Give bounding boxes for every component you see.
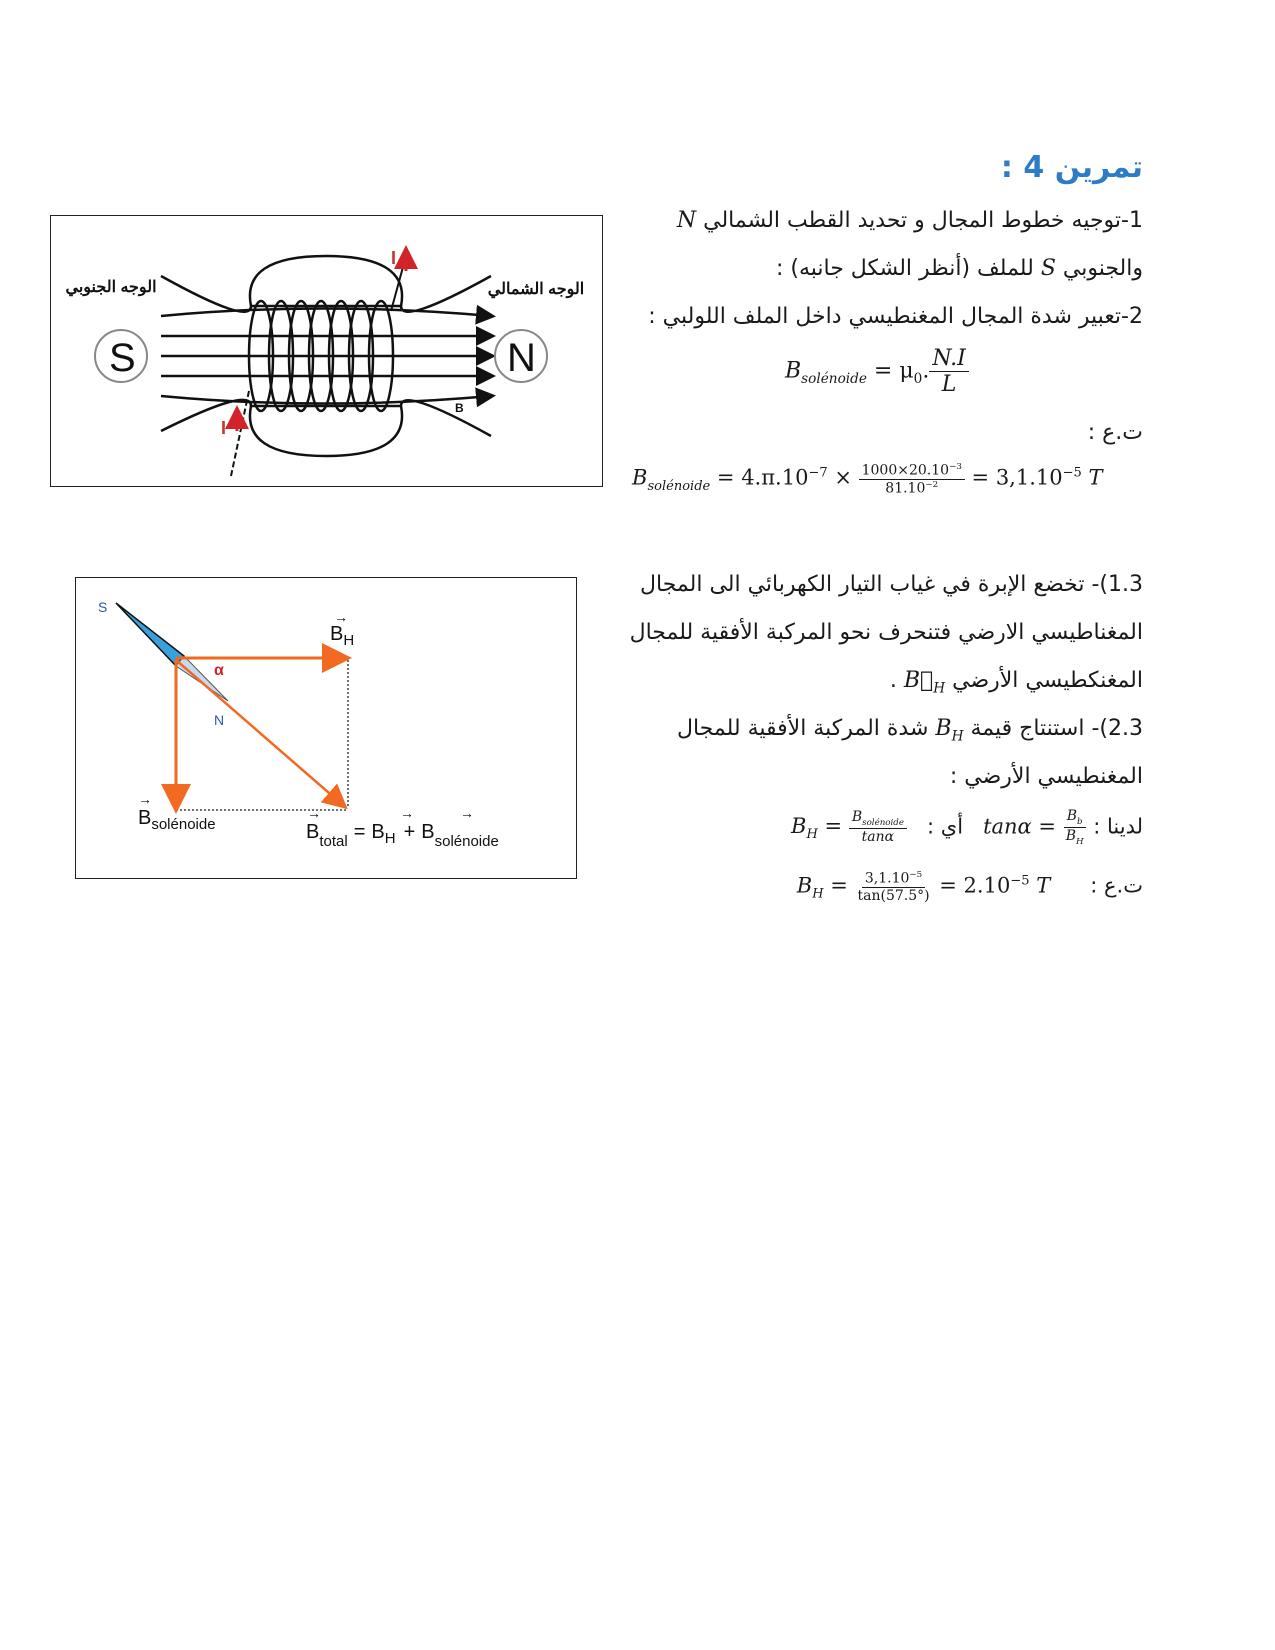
vector-figure (75, 577, 577, 879)
needle-n-label: N (214, 712, 225, 728)
north-face-label: الوجه الشمالي (487, 281, 585, 298)
vector-sum (306, 805, 499, 850)
field-label: B (455, 401, 464, 415)
part3-line1: 1.3)- تخضع الإبرة في غياب التيار الكهربائي الى المجال (640, 572, 1143, 597)
svg-text:→: → (307, 805, 321, 821)
alpha-label: α (214, 662, 224, 679)
part3-tan-line: لدينا : tanα = $\frac{B_b}{B_H}$ أي : $B_H$ = $\frac{B_{solénoide}}{\tan\alpha}$ (791, 808, 1143, 847)
svg-text:Btotal=BH+Bsolénoide: $B_{total} = B_H + B_{solénoide}$ (306, 821, 499, 850)
needle-s-label: S (98, 599, 108, 615)
part3-line4: 2.3)- استنتاج قيمة $B_H$ شدة المركبة الأفقية للمجال (676, 716, 1143, 745)
south-face-label: الوجه الجنوبي (65, 279, 157, 296)
vector-btotal (176, 660, 344, 806)
part1-line2: والجنوبي S للملف (أنظر الشكل جانبه) : (775, 256, 1143, 281)
solenoid-formula: $B_{solénoide} = \mu_0$. $\frac{N.I}{L}$ (785, 346, 969, 397)
vector-diagram (76, 578, 576, 878)
part3-app-line: ت.ع : $B_H$ = $\frac{3,1.10^{-5}}{\tan(57.5^\circ)}$ = $2.10^{-5}$ T (796, 870, 1143, 904)
part2-line: 2-تعبير شدة المجال المغنطيسي داخل الملف اللولبي : (648, 304, 1143, 329)
part1-line1: 1-توجيه خطوط المجال و تحديد القطب الشمالي N (676, 208, 1143, 233)
svg-text:→: → (460, 805, 474, 821)
part2-app-label: ت.ع : (1087, 420, 1143, 445)
bsol-label: $B_{solénoide}$ (138, 807, 216, 833)
solenoid-figure (50, 215, 603, 487)
solenoid-diagram (51, 216, 602, 486)
solenoid-application: $B_{solénoide} = 4.\pi.10^{-7}$ × $\frac{1000\times 20.10^{-3}}{81.10^{-2}}$ = $3,1.10^{-5}$ T (632, 462, 1103, 497)
needle-south (116, 603, 184, 666)
exercise-title: تمرين 4 : (1000, 150, 1143, 185)
part3-line3: المغنكطيسي الأرضي $B⃗_H$ . (889, 668, 1143, 697)
south-letter: S (109, 336, 136, 380)
bh-label: $B_H$ (330, 623, 355, 649)
part3-line5: المغنطيسي الأرضي : (949, 764, 1143, 789)
svg-text:→: → (334, 609, 348, 625)
north-letter: N (507, 336, 536, 380)
current-label-top: I (391, 248, 397, 268)
part3-line2: المغناطيسي الارضي فتنحرف نحو المركبة الأفقية للمجال (629, 620, 1143, 645)
svg-text:→: → (138, 791, 152, 807)
svg-text:→: → (400, 805, 414, 821)
current-label-bottom: I (221, 418, 227, 438)
